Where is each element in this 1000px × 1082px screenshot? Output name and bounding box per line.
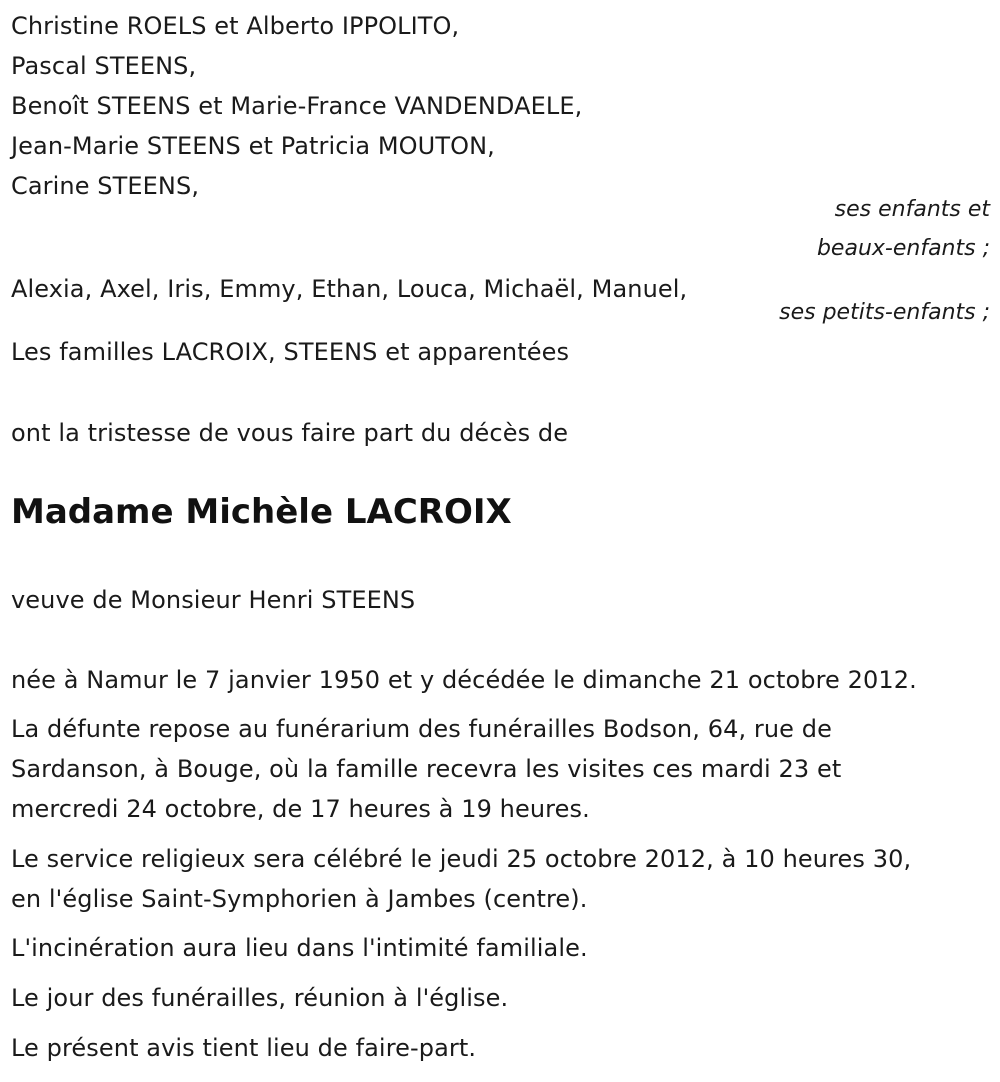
deceased-name: Madame Michèle LACROIX bbox=[11, 492, 512, 532]
repose-line-2: Sardanson, à Bouge, où la famille recevra les visites ces mardi 23 et bbox=[11, 755, 842, 783]
family-line-5: Carine STEENS, bbox=[11, 172, 200, 200]
service-line-2: en l'église Saint-Symphorien à Jambes (centre). bbox=[11, 885, 588, 913]
meeting-line: Le jour des funérailles, réunion à l'église. bbox=[11, 984, 509, 1012]
grandchildren-names: Alexia, Axel, Iris, Emmy, Ethan, Louca, Michaël, Manuel, bbox=[11, 275, 688, 303]
cremation-line: L'incinération aura lieu dans l'intimité familiale. bbox=[11, 934, 588, 962]
notice-line: Le présent avis tient lieu de faire-part. bbox=[11, 1034, 477, 1062]
family-line-4: Jean-Marie STEENS et Patricia MOUTON, bbox=[11, 132, 495, 160]
children-role-line-2: beaux-enfants ; bbox=[816, 236, 990, 261]
repose-line-1: La défunte repose au funérarium des funérailles Bodson, 64, rue de bbox=[11, 715, 832, 743]
announcement-text: ont la tristesse de vous faire part du décès de bbox=[11, 419, 569, 447]
family-line-2: Pascal STEENS, bbox=[11, 52, 197, 80]
family-line-1: Christine ROELS et Alberto IPPOLITO, bbox=[11, 12, 460, 40]
children-role-line-1: ses enfants et bbox=[834, 197, 990, 222]
repose-line-3: mercredi 24 octobre, de 17 heures à 19 heures. bbox=[11, 795, 590, 823]
service-line-1: Le service religieux sera célébré le jeudi 25 octobre 2012, à 10 heures 30, bbox=[11, 845, 912, 873]
families-line: Les familles LACROIX, STEENS et apparentées bbox=[11, 338, 570, 366]
grandchildren-role: ses petits-enfants ; bbox=[779, 300, 990, 325]
family-line-3: Benoît STEENS et Marie-France VANDENDAELE, bbox=[11, 92, 583, 120]
birth-death-line: née à Namur le 7 janvier 1950 et y décédée le dimanche 21 octobre 2012. bbox=[11, 666, 917, 694]
spouse-line: veuve de Monsieur Henri STEENS bbox=[11, 586, 416, 614]
